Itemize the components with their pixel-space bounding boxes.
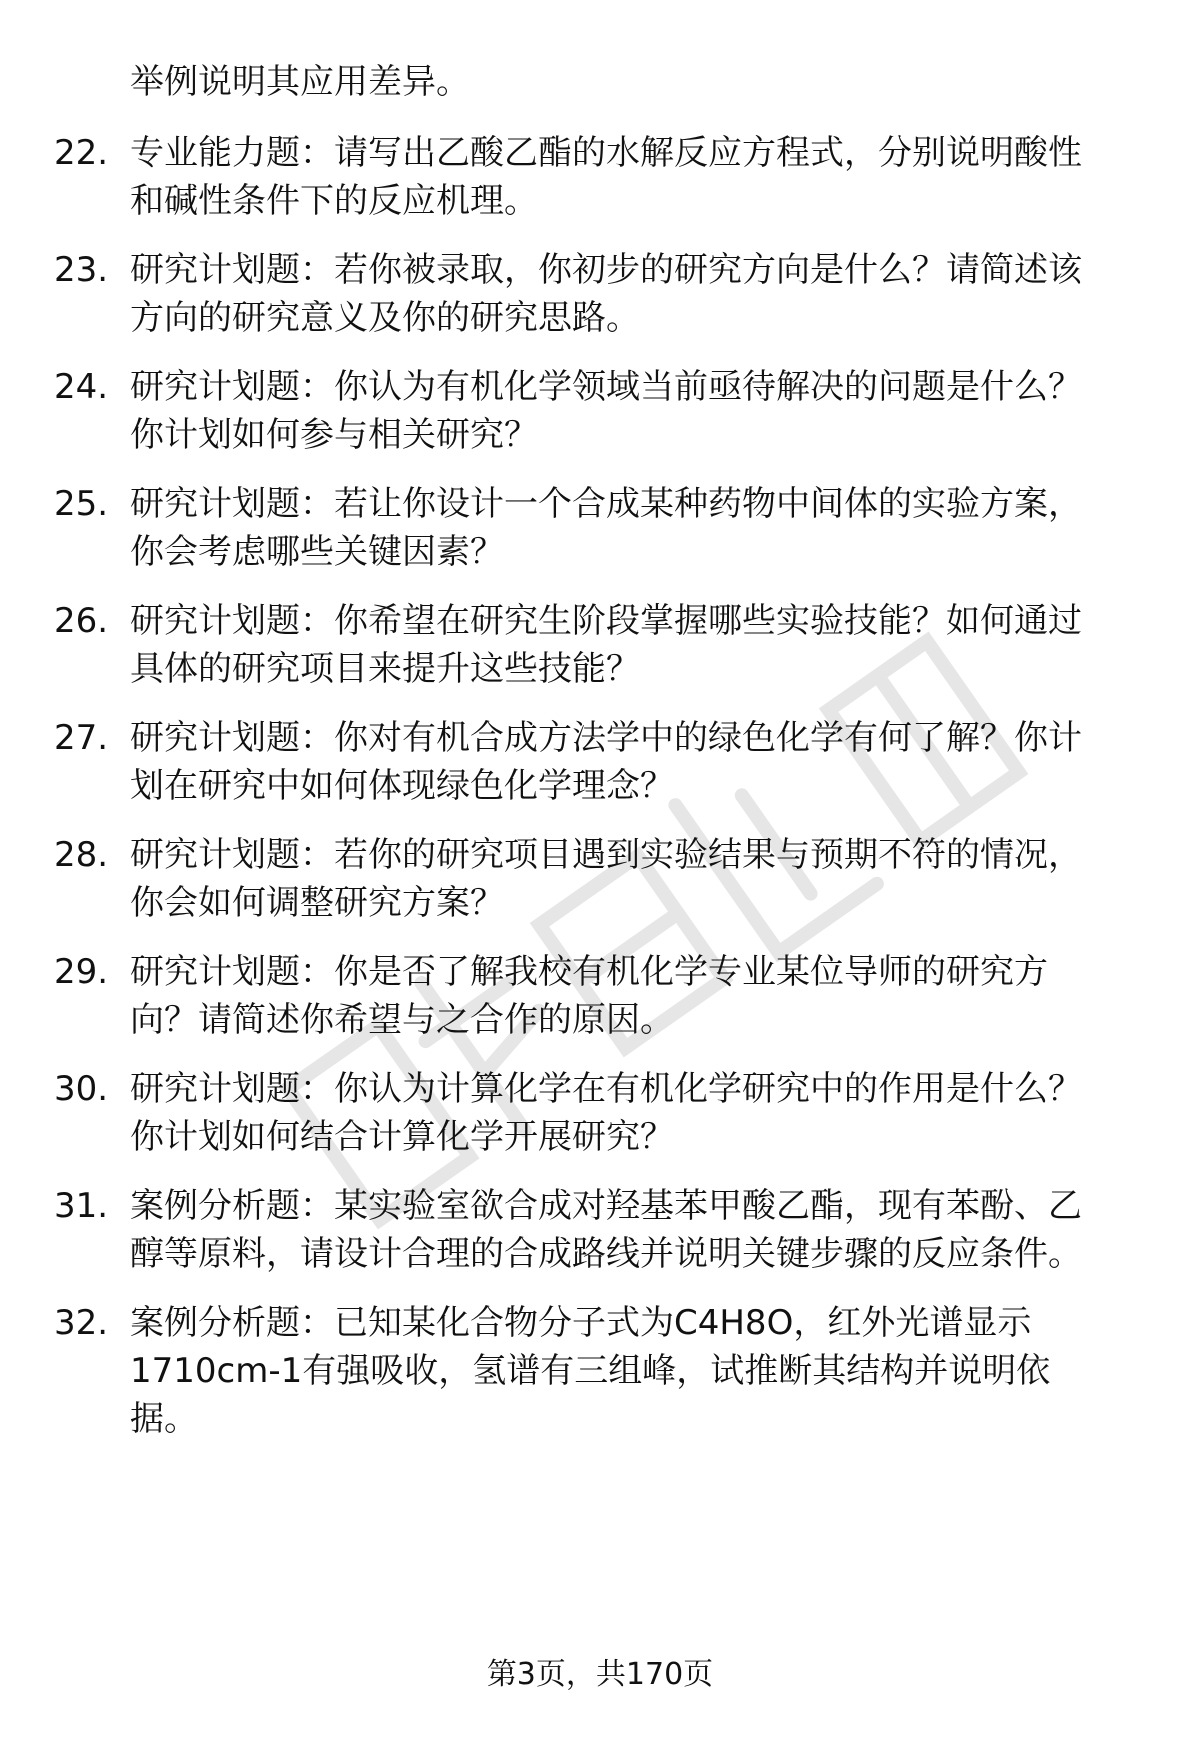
question-line: 研究计划题：你认为计算化学在有机化学研究中的作用是什么？ <box>130 1069 1082 1109</box>
question-line: 你会如何调整研究方案？ <box>130 883 504 923</box>
question-line: 你会考虑哪些关键因素？ <box>130 532 504 572</box>
question-item <box>0 363 1200 463</box>
question-line: 醇等原料，请设计合理的合成路线并说明关键步骤的反应条件。 <box>130 1234 1082 1274</box>
question-text <box>130 714 1145 810</box>
question-line: 你计划如何结合计算化学开展研究？ <box>130 1117 674 1157</box>
question-item <box>0 714 1200 814</box>
question-number: 28. <box>54 835 109 875</box>
question-item <box>0 948 1200 1048</box>
question-line: 向？请简述你希望与之合作的原因。 <box>130 1000 674 1040</box>
question-line: 研究计划题：你对有机合成方法学中的绿色化学有何了解？你计 <box>130 718 1082 758</box>
question-line: 研究计划题：若你的研究项目遇到实验结果与预期不符的情况， <box>130 835 1082 875</box>
question-text <box>130 480 1145 576</box>
question-text <box>130 246 1145 342</box>
page-number: 第3页，共170页 <box>486 1657 714 1692</box>
question-line: 案例分析题：某实验室欲合成对羟基苯甲酸乙酯，现有苯酚、乙 <box>130 1186 1082 1226</box>
question-line: 具体的研究项目来提升这些技能？ <box>130 649 640 689</box>
question-line: 1710cm-1有强吸收，氢谱有三组峰，试推断其结构并说明依 <box>130 1351 1051 1391</box>
question-number: 27. <box>54 718 109 758</box>
question-item <box>0 831 1200 931</box>
question-item <box>0 1299 1200 1449</box>
question-line: 你计划如何参与相关研究？ <box>130 415 538 455</box>
question-line: 专业能力题：请写出乙酸乙酯的水解反应方程式，分别说明酸性 <box>130 133 1082 173</box>
question-item <box>0 597 1200 697</box>
question-line: 方向的研究意义及你的研究思路。 <box>130 298 640 338</box>
question-text <box>130 1299 1145 1443</box>
question-number: 30. <box>54 1069 109 1109</box>
question-text <box>130 1182 1145 1278</box>
question-number: 32. <box>54 1303 109 1343</box>
question-text <box>130 948 1145 1044</box>
question-number: 25. <box>54 484 109 524</box>
question-text <box>130 129 1145 225</box>
question-item <box>0 129 1200 229</box>
question-line: 研究计划题：若你被录取，你初步的研究方向是什么？请简述该 <box>130 250 1082 290</box>
question-number: 26. <box>54 601 109 641</box>
question-line: 研究计划题：你是否了解我校有机化学专业某位导师的研究方 <box>130 952 1048 992</box>
question-line: 据。 <box>130 1399 198 1439</box>
question-item <box>0 480 1200 580</box>
question-item <box>0 1065 1200 1165</box>
question-text <box>130 597 1145 693</box>
question-continuation: 举例说明其应用差异。 <box>130 62 470 102</box>
question-line: 研究计划题：你希望在研究生阶段掌握哪些实验技能？如何通过 <box>130 601 1082 641</box>
question-text <box>130 1065 1145 1161</box>
question-line: 划在研究中如何体现绿色化学理念？ <box>130 766 674 806</box>
question-item <box>0 1182 1200 1282</box>
question-line: 案例分析题：已知某化合物分子式为C4H8O，红外光谱显示 <box>130 1303 1032 1343</box>
question-number: 31. <box>54 1186 109 1226</box>
question-number: 22. <box>54 133 109 173</box>
question-line: 研究计划题：你认为有机化学领域当前亟待解决的问题是什么？ <box>130 367 1082 407</box>
question-number: 29. <box>54 952 109 992</box>
question-text <box>130 363 1145 459</box>
question-line: 研究计划题：若让你设计一个合成某种药物中间体的实验方案， <box>130 484 1082 524</box>
question-number: 23. <box>54 250 109 290</box>
question-number: 24. <box>54 367 109 407</box>
question-text <box>130 831 1145 927</box>
question-item <box>0 246 1200 346</box>
question-line: 和碱性条件下的反应机理。 <box>130 181 538 221</box>
